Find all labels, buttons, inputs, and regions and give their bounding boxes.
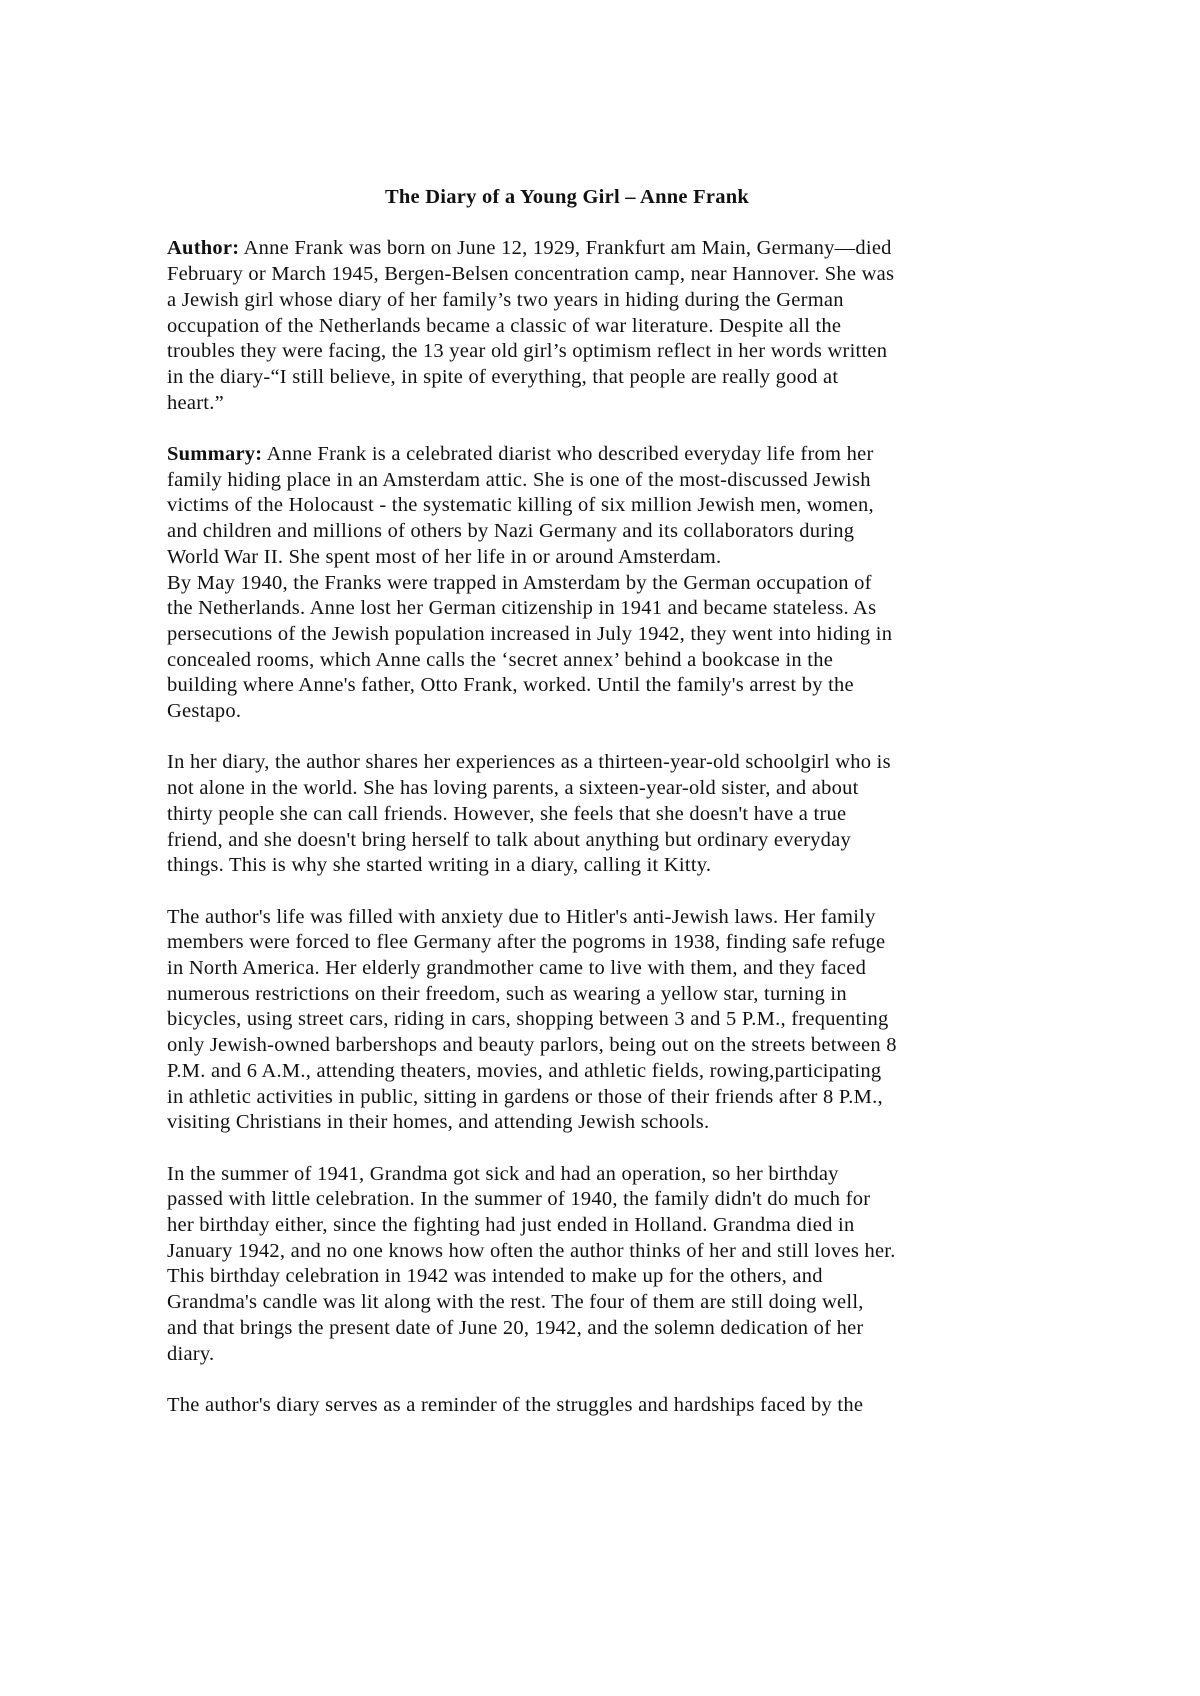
paragraph-line: In her diary, the author shares her experiences as a thirteen-year-old schoolgirl who is bbox=[167, 751, 891, 774]
summary-paragraph bbox=[167, 442, 967, 725]
paragraph-line: diary. bbox=[167, 1342, 215, 1365]
summary-label: Summary: bbox=[167, 443, 263, 465]
paragraph-line: P.M. and 6 A.M., attending theaters, movies, and athletic fields, rowing,participating bbox=[167, 1059, 882, 1082]
paragraph-line: Gestapo. bbox=[167, 700, 242, 723]
paragraph-line: heart.” bbox=[167, 391, 224, 414]
spacer bbox=[167, 211, 967, 237]
paragraph-line: This birthday celebration in 1942 was intended to make up for the others, and bbox=[167, 1265, 823, 1288]
paragraph-text: Anne Frank is a celebrated diarist who described everyday life from her bbox=[262, 443, 874, 465]
paragraph-line: in the diary-“I still believe, in spite of everything, that people are really good at bbox=[167, 365, 839, 388]
paragraph-line: persecutions of the Jewish population increased in July 1942, they went into hiding in bbox=[167, 622, 893, 645]
paragraph-line: and that brings the present date of June 20, 1942, and the solemn dedication of her bbox=[167, 1316, 864, 1339]
paragraph-line: occupation of the Netherlands became a classic of war literature. Despite all the bbox=[167, 314, 842, 337]
spacer bbox=[167, 725, 967, 751]
paragraph bbox=[167, 1162, 967, 1368]
paragraph-line: thirty people she can call friends. However, she feels that she doesn't have a true bbox=[167, 802, 847, 825]
paragraph-line: visiting Christians in their homes, and attending Jewish schools. bbox=[167, 1111, 710, 1134]
paragraph-line: In the summer of 1941, Grandma got sick and had an operation, so her birthday bbox=[167, 1162, 839, 1185]
paragraph-line: and children and millions of others by Nazi Germany and its collaborators during bbox=[167, 520, 855, 543]
paragraph-line: World War II. She spent most of her life in or around Amsterdam. bbox=[167, 545, 722, 568]
document-title: The Diary of a Young Girl – Anne Frank bbox=[384, 186, 750, 208]
paragraph bbox=[167, 905, 967, 1136]
spacer bbox=[167, 416, 967, 442]
author-label: Author: bbox=[167, 237, 240, 260]
paragraph-line: in North America. Her elderly grandmother came to live with them, and they faced bbox=[167, 957, 867, 980]
paragraph-line: the Netherlands. Anne lost her German citizenship in 1941 and became stateless. As bbox=[167, 597, 877, 620]
paragraph-line: victims of the Holocaust - the systematic killing of six million Jewish men, women, bbox=[167, 494, 874, 517]
paragraph-line: passed with little celebration. In the summer of 1940, the family didn't do much for bbox=[167, 1188, 871, 1211]
paragraph-line: her birthday either, since the fighting had just ended in Holland. Grandma died in bbox=[167, 1214, 855, 1237]
spacer bbox=[167, 1136, 967, 1162]
spacer bbox=[167, 879, 967, 905]
document-page bbox=[167, 185, 967, 1419]
paragraph-line: concealed rooms, which Anne calls the ‘secret annex’ behind a bookcase in the bbox=[167, 648, 834, 671]
paragraph-line: in athletic activities in public, sitting in gardens or those of their friends after 8 P.M., bbox=[167, 1085, 883, 1108]
paragraph-line: January 1942, and no one knows how often the author thinks of her and still loves her. bbox=[167, 1239, 896, 1262]
paragraph-line: bicycles, using street cars, riding in cars, shopping between 3 and 5 P.M., frequenting bbox=[167, 1008, 889, 1031]
paragraph-line: members were forced to flee Germany after the pogroms in 1938, finding safe refuge bbox=[167, 931, 886, 954]
paragraph-line bbox=[167, 442, 967, 468]
author-paragraph bbox=[167, 236, 967, 416]
paragraph-text: Anne Frank was born on June 12, 1929, Frankfurt am Main, Germany—died bbox=[239, 237, 892, 260]
paragraph-line: friend, and she doesn't bring herself to talk about anything but ordinary everyday bbox=[167, 828, 851, 851]
paragraph-line: troubles they were facing, the 13 year old girl’s optimism reflect in her words written bbox=[167, 340, 888, 363]
paragraph-line: a Jewish girl whose diary of her family’s two years in hiding during the German bbox=[167, 288, 844, 311]
paragraph-line: February or March 1945, Bergen-Belsen concentration camp, near Hannover. She was bbox=[167, 263, 895, 286]
paragraph-line bbox=[167, 236, 967, 262]
paragraph-line: only Jewish-owned barbershops and beauty parlors, being out on the streets between 8 bbox=[167, 1034, 897, 1057]
paragraph-line: The author's diary serves as a reminder of the struggles and hardships faced by the bbox=[167, 1393, 864, 1416]
paragraph-line: The author's life was filled with anxiety due to Hitler's anti-Jewish laws. Her family bbox=[167, 905, 876, 928]
paragraph-line: building where Anne's father, Otto Frank, worked. Until the family's arrest by the bbox=[167, 674, 854, 697]
paragraph-line: things. This is why she started writing in a diary, calling it Kitty. bbox=[167, 854, 712, 877]
spacer bbox=[167, 1367, 967, 1393]
paragraph-line: family hiding place in an Amsterdam attic. She is one of the most-discussed Jewish bbox=[167, 468, 871, 491]
paragraph-line: Grandma's candle was lit along with the rest. The four of them are still doing well, bbox=[167, 1291, 864, 1314]
body-paragraphs bbox=[167, 725, 967, 1419]
paragraph bbox=[167, 750, 967, 879]
paragraph bbox=[167, 1393, 967, 1419]
paragraph-line: numerous restrictions on their freedom, such as wearing a yellow star, turning in bbox=[167, 982, 847, 1005]
paragraph-line: not alone in the world. She has loving parents, a sixteen-year-old sister, and about bbox=[167, 777, 859, 800]
paragraph-line: By May 1940, the Franks were trapped in Amsterdam by the German occupation of bbox=[167, 571, 872, 594]
